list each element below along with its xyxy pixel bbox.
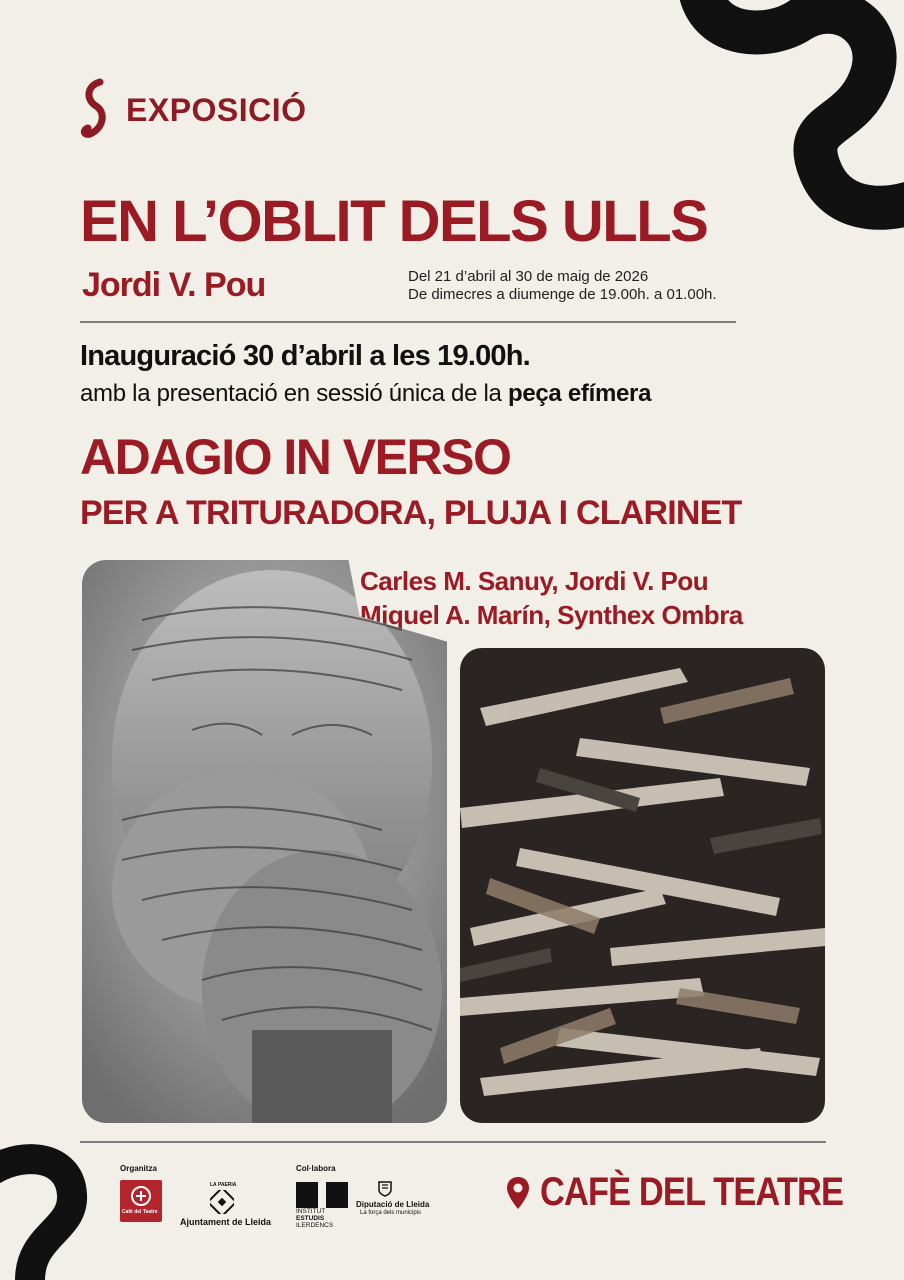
intro-bold: peça efímera bbox=[507, 380, 652, 407]
category-label: EXPOSICIÓ bbox=[126, 92, 307, 128]
organitza-label: Organitza bbox=[120, 1164, 157, 1173]
credits-line-1: Carles M. Sanuy, Jordi V. Pou bbox=[360, 566, 709, 596]
divider-top bbox=[80, 321, 736, 323]
divider-bottom bbox=[80, 1141, 826, 1143]
photo-elderly-man-graphic bbox=[82, 560, 447, 1123]
photo-shredded-paper-graphic bbox=[460, 648, 825, 1123]
ajuntament-crest-icon bbox=[210, 1190, 234, 1214]
diputacio-crest-icon bbox=[378, 1181, 392, 1197]
s-curve-logo-icon bbox=[80, 78, 108, 140]
piece-title: ADAGIO IN VERSO bbox=[80, 429, 511, 485]
photo-elderly-man-hands bbox=[82, 560, 447, 1123]
institut-line-3: ILERDENCS bbox=[296, 1222, 334, 1229]
cafe-logo-text: Cafè del Teatre bbox=[122, 1209, 158, 1215]
institut-line-1: INSTITUT bbox=[296, 1208, 326, 1215]
credits-line-2: Miquel A. Marín, Synthex Ombra bbox=[360, 600, 743, 630]
cafe-del-teatre-logo bbox=[120, 1180, 162, 1222]
map-pin-icon bbox=[506, 1176, 530, 1210]
cafe-logo-icon bbox=[120, 1180, 162, 1222]
paeria-label: LA PAERIA bbox=[210, 1182, 237, 1188]
ajuntament-label: Ajuntament de Lleida bbox=[180, 1217, 272, 1227]
decorative-swirl-bottom-left bbox=[0, 1140, 90, 1280]
opening-headline: Inauguració 30 d’abril a les 19.00h. bbox=[80, 340, 530, 372]
exhibition-dates bbox=[408, 268, 717, 304]
dates-line-2: De dimecres a diumenge de 19.00h. a 01.00h. bbox=[408, 286, 717, 303]
artist-name: Jordi V. Pou bbox=[82, 266, 266, 304]
institut-line-2: ESTUDIS bbox=[296, 1215, 325, 1222]
piece-subtitle: PER A TRITURADORA, PLUJA I CLARINET bbox=[80, 494, 742, 532]
institut-estudis-logo bbox=[296, 1182, 348, 1208]
exhibition-title: EN L’OBLIT DELS ULLS bbox=[80, 189, 708, 254]
venue-name: CAFÈ DEL TEATRE bbox=[540, 1170, 844, 1214]
collabora-label: Col·labora bbox=[296, 1164, 336, 1173]
decorative-swirl-top-right bbox=[680, 0, 904, 240]
diputacio-sub: La força dels municipis bbox=[360, 1210, 422, 1216]
diputacio-label: Diputació de Lleida bbox=[356, 1200, 430, 1209]
ie-logo-gap bbox=[318, 1182, 326, 1208]
institut-estudis-text bbox=[296, 1208, 333, 1229]
intro-text: amb la presentació en sessió única de la bbox=[80, 380, 508, 407]
dates-line-1: Del 21 d’abril al 30 de maig de 2026 bbox=[408, 268, 649, 285]
opening-intro bbox=[80, 380, 651, 408]
photo-shredded-paper bbox=[460, 648, 825, 1123]
piece-credits bbox=[360, 564, 743, 632]
